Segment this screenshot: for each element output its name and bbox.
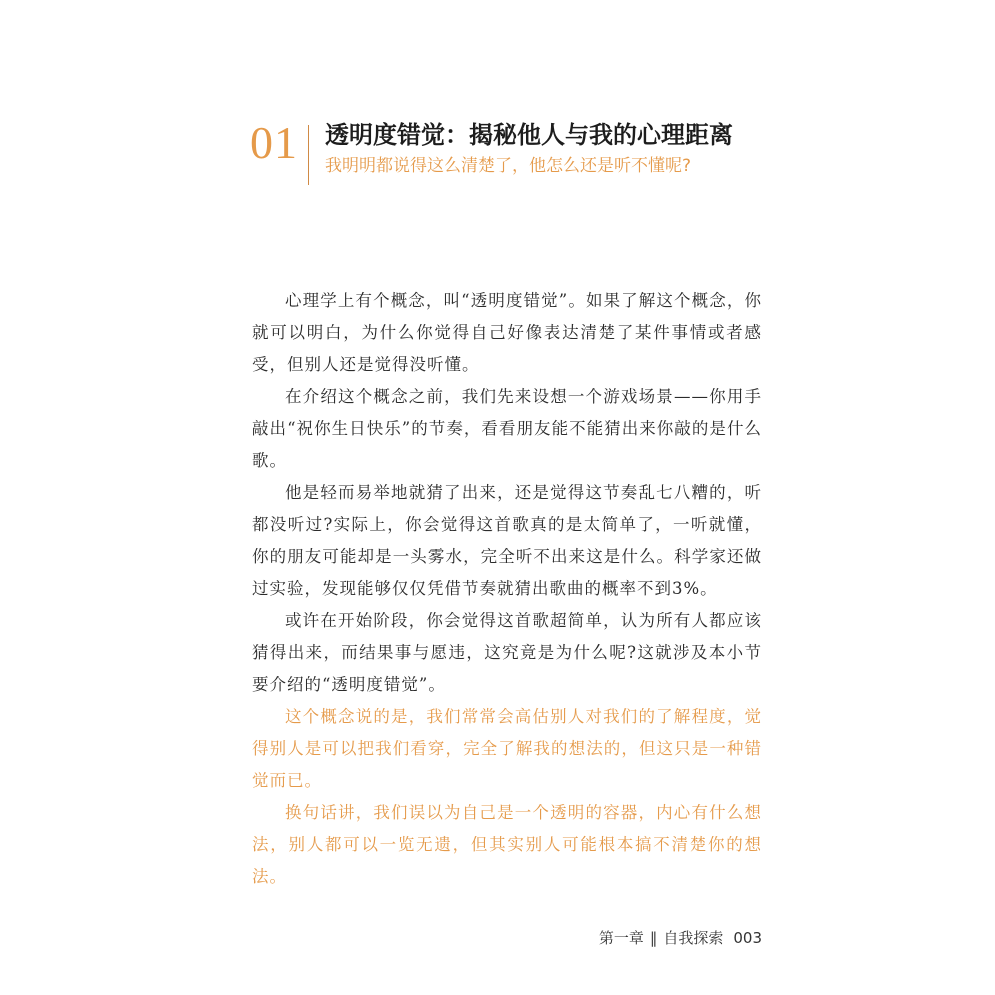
paragraph-2: 在介绍这个概念之前，我们先来设想一个游戏场景——你用手敲出“祝你生日快乐”的节奏，看看朋友能不能猜出来你敲的是什么歌。 [252, 387, 762, 470]
section-number: 01 [250, 117, 298, 168]
header-divider [308, 125, 309, 185]
footer-separator: ‖ [649, 929, 658, 947]
paragraph-3: 他是轻而易举地就猜了出来，还是觉得这节奏乱七八糟的，听都没听过?实际上，你会觉得这首歌真的是太简单了，一听就懂，你的朋友可能却是一头雾水，完全听不出来这是什么。科学家还做过实验，发现能够仅仅凭借节奏就猜出歌曲的概率不到3%。 [252, 483, 762, 598]
footer-chapter: 第一章 [598, 929, 644, 947]
body-text [252, 285, 762, 893]
paragraph-1: 心理学上有个概念，叫“透明度错觉”。如果了解这个概念，你就可以明白，为什么你觉得自己好像表达清楚了某件事情或者感受，但别人还是觉得没听懂。 [252, 291, 762, 374]
footer-chapter-title: 自我探索 [663, 929, 724, 947]
page-footer [599, 928, 762, 948]
paragraph-4: 或许在开始阶段，你会觉得这首歌超简单，认为所有人都应该猜得出来，而结果事与愿违，这究竟是为什么呢?这就涉及本小节要介绍的“透明度错觉”。 [252, 611, 762, 694]
section-subtitle: 我明明都说得这么清楚了，他怎么还是听不懂呢? [325, 156, 692, 176]
page-number: 003 [733, 929, 762, 947]
section-header [250, 115, 770, 185]
section-title: 透明度错觉：揭秘他人与我的心理距离 [325, 121, 733, 149]
highlighted-paragraph-2: 换句话讲，我们误以为自己是一个透明的容器，内心有什么想法，别人都可以一览无遗，但其实别人可能根本搞不清楚你的想法。 [252, 803, 762, 886]
highlighted-paragraph-1: 这个概念说的是，我们常常会高估别人对我们的了解程度，觉得别人是可以把我们看穿，完全了解我的想法的，但这只是一种错觉而已。 [252, 707, 762, 790]
